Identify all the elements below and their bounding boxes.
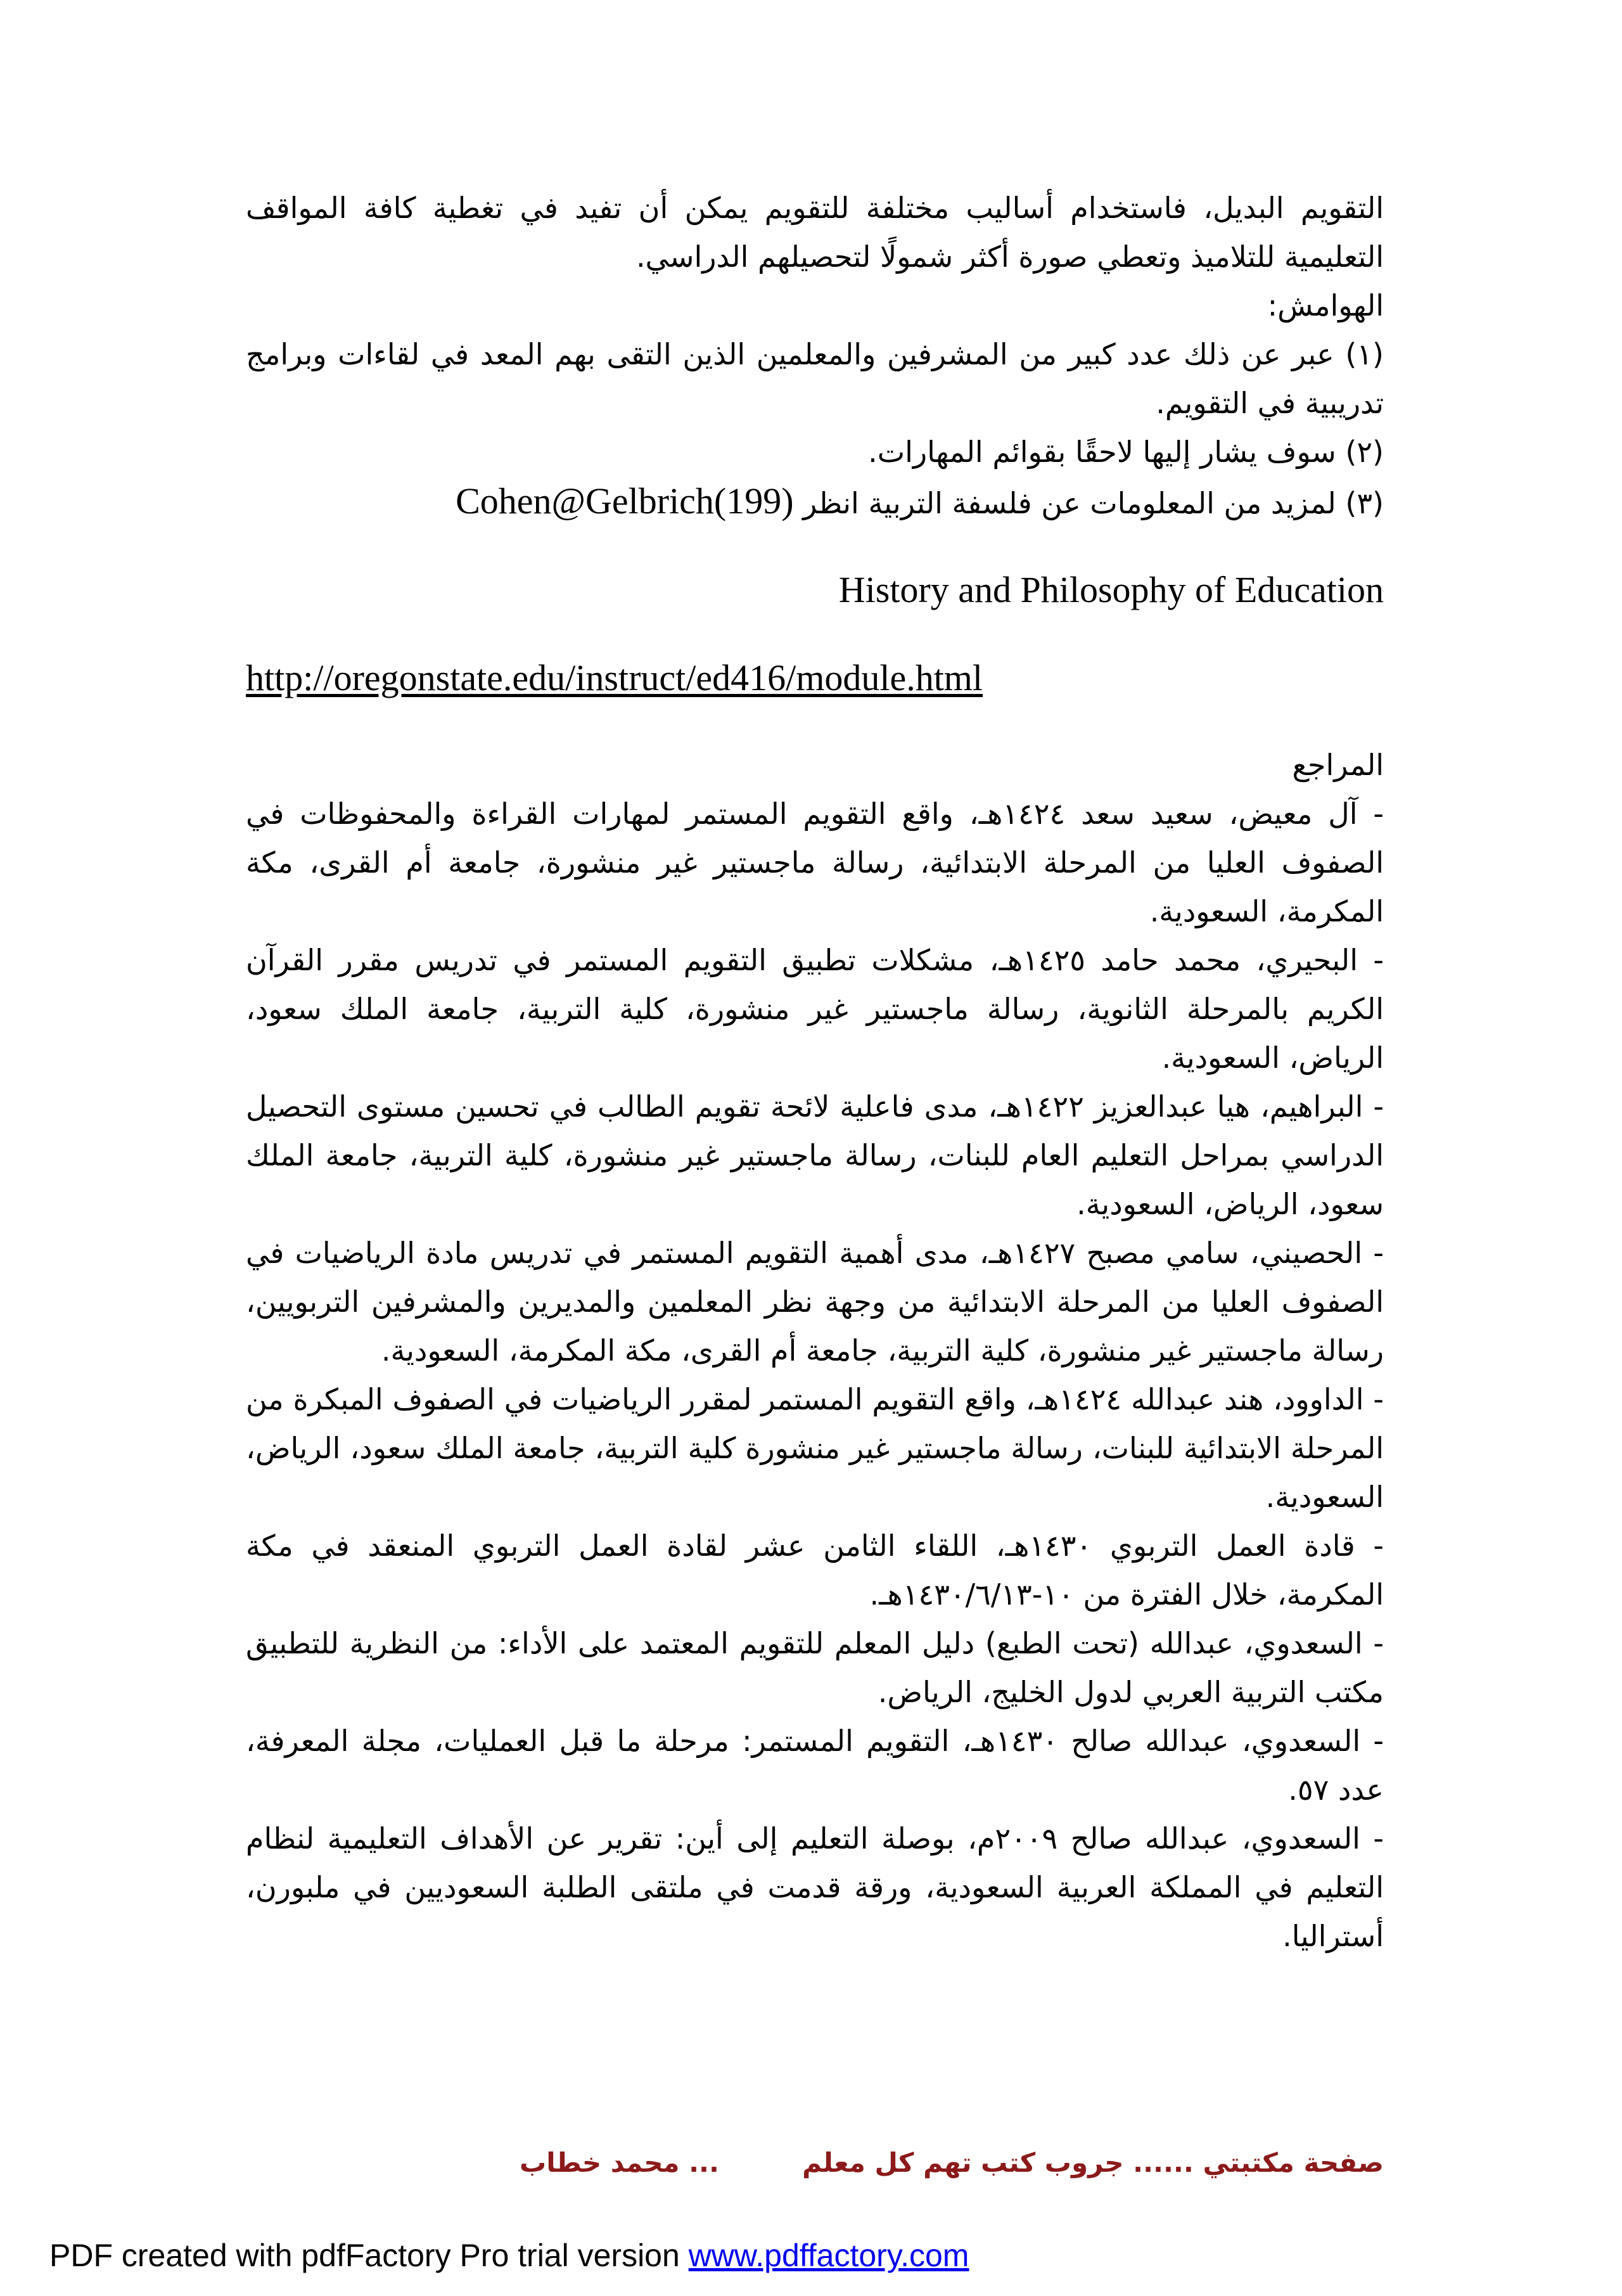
footer-group-text: صفحة مكتبتي ...... جروب كتب تهم كل معلم	[802, 2147, 1384, 2178]
pdf-creator-notice	[49, 2237, 969, 2274]
reference-item: - البراهيم، هيا عبدالعزيز ١٤٢٢هـ، مدى فاعلية لائحة تقويم الطالب في تحسين مستوى التحصيل الدراسي بمراحل التعليم العام للبنات، رسالة ماجستير غير منشورة، كلية التربية، جامعة الملك سعود، الرياض، السعودية.	[246, 1089, 1384, 1221]
reference-item: - الحصيني، سامي مصبح ١٤٢٧هـ، مدى أهمية التقويم المستمر في تدريس مادة الرياضيات في الصفوف العليا من المرحلة الابتدائية من وجهة نظر المعلمين والمديرين والمشرفين التربويين، رسالة ماجستير غير منشورة، كلية التربية، جامعة أم القرى، مكة المكرمة، السعودية.	[246, 1236, 1384, 1368]
reference-item: - السعدوي، عبدالله صالح ٢٠٠٩م، بوصلة التعليم إلى أين: تقرير عن الأهداف التعليمية لنظام التعليم في المملكة العربية السعودية، ورقة قدمت في ملتقى الطلبة السعوديين في ملبورن، أستراليا.	[246, 1821, 1384, 1953]
reference-item: - البحيري، محمد حامد ١٤٢٥هـ، مشكلات تطبيق التقويم المستمر في تدريس مقرر القرآن الكريم بالمرحلة الثانوية، رسالة ماجستير غير منشورة، كلية التربية، جامعة الملك سعود، الرياض، السعودية.	[246, 943, 1384, 1075]
footnotes-heading: الهوامش:	[1267, 288, 1384, 323]
footnote-3-url-link[interactable]: http://oregonstate.edu/instruct/ed416/module.html	[246, 657, 983, 698]
pdf-notice-text: PDF created with pdfFactory Pro trial version	[49, 2238, 689, 2273]
footnote-3-text: (٣) لمزيد من المعلومات عن فلسفة التربية انظر	[803, 486, 1384, 520]
reference-item: - الداوود، هند عبدالله ١٤٢٤هـ، واقع التقويم المستمر لمقرر الرياضيات في الصفوف المبكرة من المرحلة الابتدائية للبنات، رسالة ماجستير غير منشورة كلية التربية، جامعة الملك سعود، الرياض، السعودية.	[246, 1382, 1384, 1514]
reference-item: - آل معيض، سعيد سعد ١٤٢٤هـ، واقع التقويم المستمر لمهارات القراءة والمحفوظات في الصفوف العليا من المرحلة الابتدائية، رسالة ماجستير غير منشورة، جامعة أم القرى، مكة المكرمة، السعودية.	[246, 797, 1384, 928]
footnote-3	[246, 477, 1384, 528]
reference-item: - السعدوي، عبدالله صالح ١٤٣٠هـ، التقويم المستمر: مرحلة ما قبل العمليات، مجلة المعرفة، عدد ٥٧.	[246, 1724, 1384, 1807]
pdffactory-link[interactable]: www.pdffactory.com	[688, 2238, 969, 2273]
footer-author-text: ... محمد خطاب	[520, 2147, 719, 2178]
footnote-3-source: Cohen@Gelbrich(199)	[456, 480, 794, 522]
footnote-3-title: History and Philosophy of Education	[838, 569, 1384, 610]
page-footer	[520, 2147, 1384, 2191]
footnote-2: (٢) سوف يشار إليها لاحقًا بقوائم المهارات.	[868, 435, 1384, 469]
footnote-3-url-line	[246, 652, 1384, 704]
document-body	[246, 184, 1384, 1961]
reference-item: - قادة العمل التربوي ١٤٣٠هـ، اللقاء الثامن عشر لقادة العمل التربوي المنعقد في مكة المكرمة، خلال الفترة من ١٠-١٤٣٠/٦/١٣هـ.	[246, 1529, 1384, 1612]
intro-paragraph: التقويم البديل، فاستخدام أساليب مختلفة للتقويم يمكن أن تفيد في تغطية كافة المواقف التعليمية للتلاميذ وتعطي صورة أكثر شمولًا لتحصيلهم الدراسي.	[246, 191, 1384, 274]
references-heading: المراجع	[1292, 748, 1384, 782]
footnote-1: (١) عبر عن ذلك عدد كبير من المشرفين والمعلمين الذين التقى بهم المعد في لقاءات وبرامج تدريبية في التقويم.	[246, 337, 1384, 420]
reference-item: - السعدوي، عبدالله (تحت الطبع) دليل المعلم للتقويم المعتمد على الأداء: من النظرية للتطبيق مكتب التربية العربي لدول الخليج، الرياض.	[246, 1626, 1384, 1709]
